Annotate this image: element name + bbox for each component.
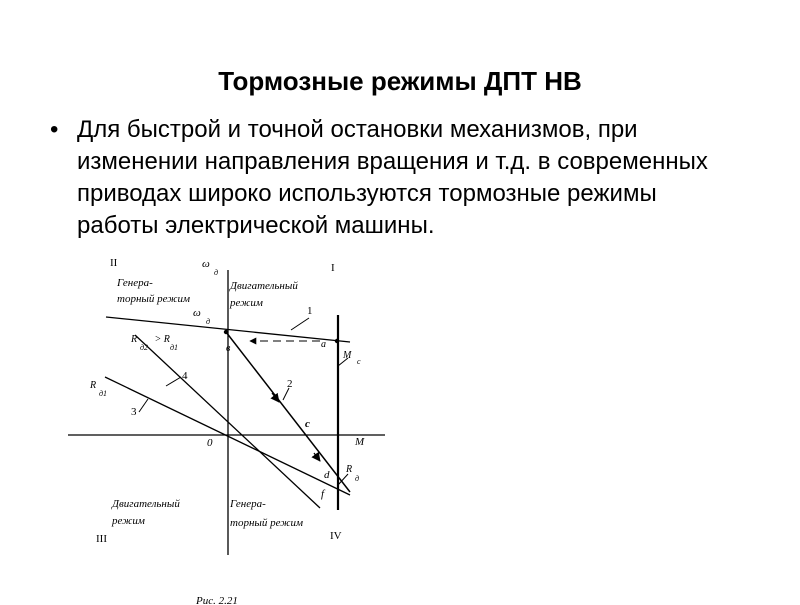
point-b-label: в — [226, 343, 231, 354]
point-f-label: f — [321, 488, 325, 500]
point-a-label: a — [321, 339, 326, 350]
origin-label: 0 — [207, 437, 213, 449]
rd-label: R — [346, 464, 353, 475]
region-motor-top-line1: Двигательный — [230, 280, 298, 292]
mc-label: M — [343, 350, 352, 361]
region-gen-bottom-line2: торный режим — [230, 517, 303, 529]
region-gen-top-line2: торный режим — [117, 293, 190, 305]
quadrant-label-2: II — [110, 257, 118, 269]
region-motor-bottom-line2: режим — [112, 515, 145, 527]
bullet-text: Для быстрой и точной остановки механизмов, при изменении направления вращения и т.д. в современных приводах широко используются тормозные режимы работы электрической машины. — [77, 116, 708, 239]
m-axis-label: M — [355, 436, 365, 448]
omega-axis-subscript: д — [214, 268, 219, 277]
mc-subscript: c — [357, 357, 361, 366]
curve-label-1: 1 — [307, 305, 313, 317]
resistance-relation-op: > R — [152, 334, 170, 345]
point-c-label: c — [305, 418, 310, 430]
rd1-subscript: д1 — [99, 389, 108, 398]
resistance-relation-r: R — [131, 334, 138, 345]
quadrant-label-1: I — [331, 262, 335, 274]
figure-caption: Рис. 2.21 — [196, 595, 238, 605]
rd-subscript: д — [355, 474, 360, 483]
point-b-marker — [224, 330, 228, 334]
region-motor-bottom-line1: Двигательный — [112, 498, 180, 510]
region-gen-top-line1: Генера- — [117, 277, 153, 289]
characteristic-2 — [226, 332, 353, 492]
leader-1 — [291, 318, 309, 330]
slide-title: Тормозные режимы ДПТ НВ — [218, 66, 582, 96]
region-motor-top-line2: режим — [230, 297, 263, 309]
point-a-marker — [335, 339, 339, 343]
arrow-b-c — [272, 393, 279, 402]
arrow-c-d — [314, 453, 320, 461]
point-d-label: d — [324, 469, 330, 481]
omega0-label: ω — [193, 307, 201, 319]
bullet-point — [50, 114, 750, 242]
curve-label-3: 3 — [131, 406, 137, 418]
rd1-label: R — [90, 380, 97, 391]
region-gen-bottom-line1: Генера- — [230, 498, 266, 510]
quadrant-label-4: IV — [330, 530, 342, 542]
resistance-relation-sub1: д2 — [140, 343, 149, 352]
quadrant-label-3: III — [96, 533, 107, 545]
resistance-relation-sub2: д1 — [170, 343, 179, 352]
omega-axis-label: ω — [202, 258, 210, 270]
omega0-subscript: д — [206, 317, 211, 326]
braking-diagram — [0, 250, 800, 605]
bullet-marker: • — [50, 116, 59, 143]
curve-label-2: 2 — [287, 378, 293, 390]
leader-3 — [139, 399, 148, 412]
curve-label-4: 4 — [182, 370, 188, 382]
diagram-canvas — [0, 250, 800, 605]
leader-4 — [166, 377, 181, 386]
